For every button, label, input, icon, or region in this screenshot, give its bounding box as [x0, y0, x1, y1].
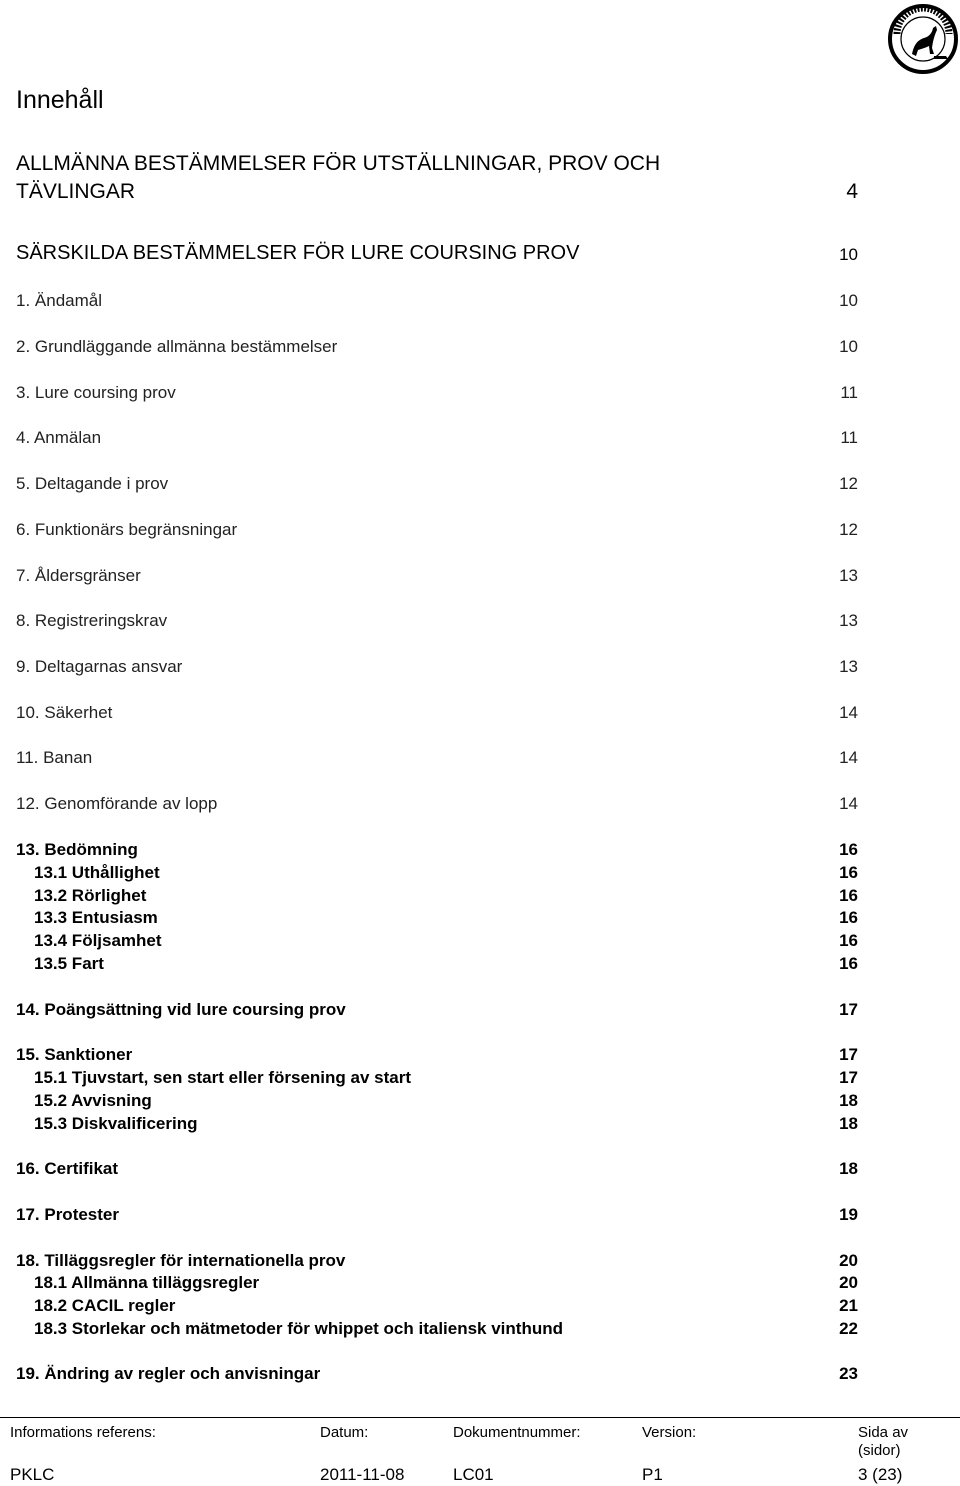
footer-label-ref: Informations referens: [10, 1424, 156, 1441]
toc-entry-page: 18 [839, 1114, 858, 1133]
toc-entry-page: 13 [839, 611, 858, 630]
toc-entry-page: 16 [839, 954, 858, 973]
toc-entry-page: 21 [839, 1296, 858, 1315]
toc-entry-page: 16 [839, 908, 858, 927]
toc-entry-title: 14. Poängsättning vid lure coursing prov [16, 1000, 346, 1019]
toc-entry-title: 8. Registreringskrav [16, 611, 168, 630]
footer-label-page: Sida av [858, 1424, 909, 1441]
section-title-line: SÄRSKILDA BESTÄMMELSER FÖR LURE COURSING PROV [16, 242, 580, 264]
club-logo [888, 4, 958, 74]
toc-section-general[interactable] [16, 152, 858, 212]
toc-entry-title: 18.2 CACIL regler [34, 1296, 176, 1315]
toc-entry-title: 15.2 Avvisning [34, 1091, 152, 1110]
toc-entry-page: 20 [839, 1273, 858, 1292]
toc-entry-page: 11 [840, 383, 858, 402]
toc-entry-title: 10. Säkerhet [16, 703, 113, 722]
toc-entry-page: 18 [839, 1091, 858, 1110]
toc-entry-title: 18.1 Allmänna tilläggsregler [34, 1273, 260, 1292]
footer-label-date: Datum: [320, 1424, 369, 1441]
toc-entry-title: 15. Sanktioner [16, 1045, 133, 1064]
toc-entry-page: 16 [839, 886, 858, 905]
toc-entry-page: 19 [839, 1205, 858, 1224]
footer-value-date: 2011-11-08 [320, 1465, 405, 1484]
footer-value-page: 3 (23) [858, 1465, 903, 1484]
toc-entry-title: 16. Certifikat [16, 1159, 119, 1178]
toc-entry-page: 16 [839, 931, 858, 950]
toc-entry-title: 13.4 Följsamhet [34, 931, 162, 950]
toc-entry-title: 2. Grundläggande allmänna bestämmelser [16, 337, 338, 356]
toc-entry-page: 17 [839, 1000, 858, 1019]
toc-entry-page: 16 [839, 840, 858, 859]
toc-entry-page: 18 [839, 1159, 858, 1178]
toc-entry-page: 14 [839, 748, 858, 767]
toc-entry-title: 4. Anmälan [16, 428, 102, 447]
toc-entry-page: 13 [839, 657, 858, 676]
toc-entry-page: 12 [839, 474, 858, 493]
toc-entry-page: 17 [839, 1045, 858, 1064]
toc-entry-title: 5. Deltagande i prov [16, 474, 169, 493]
toc-entry-title: 12. Genomförande av lopp [16, 794, 218, 813]
footer-value-ref: PKLC [10, 1465, 55, 1484]
toc-entry-title: 13.2 Rörlighet [34, 886, 147, 905]
toc-entry-title: 15.1 Tjuvstart, sen start eller försening av start [34, 1068, 411, 1087]
toc-entry-page: 13 [839, 566, 858, 585]
toc-entry-page: 23 [839, 1364, 858, 1383]
toc-entry-title: 3. Lure coursing prov [16, 383, 176, 402]
toc-entry-page: 11 [840, 428, 858, 447]
toc-entry-page: 14 [839, 703, 858, 722]
toc-entry-page: 20 [839, 1251, 858, 1270]
page-number: 4 [846, 180, 858, 203]
toc-entry-title: 19. Ändring av regler och anvisningar [16, 1364, 321, 1383]
toc-entry-title: 18.3 Storlekar och mätmetoder för whippet och italiensk vinthund [34, 1319, 563, 1338]
footer-label-docnum: Dokumentnummer: [453, 1424, 581, 1441]
toc-entry-page: 22 [839, 1319, 858, 1338]
footer-divider [0, 1417, 960, 1418]
toc-entry-title: 11. Banan [16, 748, 93, 767]
toc-entry-title: 15.3 Diskvalificering [34, 1114, 198, 1133]
footer-label-version: Version: [642, 1424, 697, 1441]
toc-entry-page: 14 [839, 794, 858, 813]
page-number: 10 [839, 245, 858, 264]
section-title-line: TÄVLINGAR [16, 180, 136, 203]
toc-entry-page: 17 [839, 1068, 858, 1087]
toc-entry-title: 13. Bedömning [16, 840, 138, 859]
toc-entry-page: 12 [839, 520, 858, 539]
toc-entry-title: 9. Deltagarnas ansvar [16, 657, 183, 676]
toc-entry-title: 18. Tilläggsregler för internationella prov [16, 1251, 346, 1270]
toc-entry-page: 10 [839, 337, 858, 356]
section-title-line: ALLMÄNNA BESTÄMMELSER FÖR UTSTÄLLNINGAR, PROV OCH [16, 152, 661, 175]
toc-entry-title: 1. Ändamål [16, 291, 102, 310]
toc-entry-title: 13.3 Entusiasm [34, 908, 158, 927]
toc-entry-title: 13.1 Uthållighet [34, 863, 160, 882]
toc-entry-title: 6. Funktionärs begränsningar [16, 520, 238, 539]
footer-value-docnum: LC01 [453, 1465, 494, 1484]
toc-entry-page: 10 [839, 291, 858, 310]
toc-entry-title: 17. Protester [16, 1205, 119, 1224]
toc-entry-title: 13.5 Fart [34, 954, 104, 973]
toc-entry-page: 16 [839, 863, 858, 882]
toc-entry-title: 7. Åldersgränser [16, 566, 141, 585]
footer-value-version: P1 [642, 1465, 663, 1484]
footer-label-page-sub: (sidor) [858, 1442, 901, 1459]
page-title: Innehåll [16, 86, 104, 114]
toc-section-lure-coursing[interactable] [16, 242, 858, 270]
